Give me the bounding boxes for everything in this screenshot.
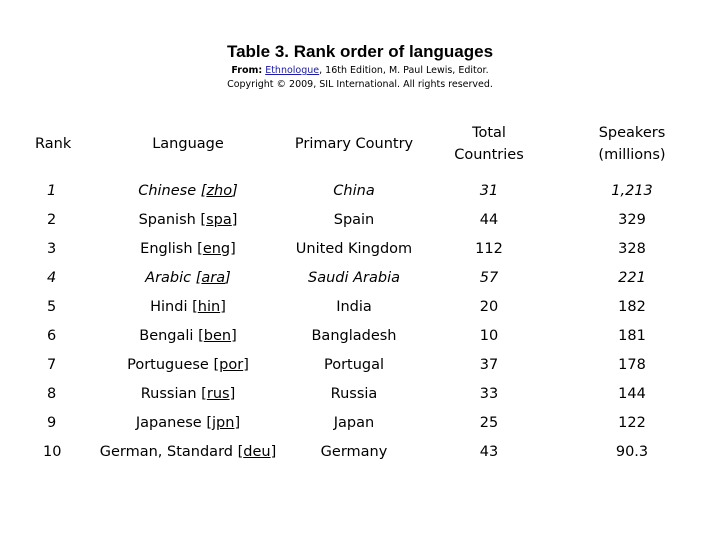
language-cell: Arabic [ara] bbox=[145, 269, 231, 286]
total-countries-cell: 43 bbox=[479, 443, 499, 460]
rank-cell: 3 bbox=[47, 240, 57, 257]
speakers-cell: 1,213 bbox=[611, 182, 653, 199]
language-code-link[interactable]: eng bbox=[202, 240, 231, 257]
language-cell: Bengali [ben] bbox=[139, 327, 237, 344]
language-cell: Spanish [spa] bbox=[138, 211, 238, 228]
total-countries-cell: 57 bbox=[479, 269, 499, 286]
language-code-link[interactable]: hin bbox=[197, 298, 221, 315]
language-code-link[interactable]: deu bbox=[243, 443, 271, 460]
rank-cell: 7 bbox=[47, 356, 57, 373]
rank-cell: 9 bbox=[47, 414, 57, 431]
language-cell: Hindi [hin] bbox=[150, 298, 226, 315]
speakers-cell: 122 bbox=[618, 414, 646, 431]
header-total-line1: Total bbox=[472, 125, 506, 141]
table-title: Table 3. Rank order of languages bbox=[226, 42, 494, 61]
source-lead: From: bbox=[231, 65, 263, 76]
source-detail: , 16th Edition, M. Paul Lewis, Editor. bbox=[319, 65, 489, 76]
language-cell: Russian [rus] bbox=[140, 385, 236, 402]
language-name: English bbox=[140, 240, 193, 257]
total-countries-cell: 10 bbox=[479, 327, 499, 344]
languages-table bbox=[0, 112, 710, 466]
language-code-link[interactable]: rus bbox=[206, 385, 230, 402]
header-speakers-line2: (millions) bbox=[598, 147, 666, 163]
header-rank: Rank bbox=[35, 136, 72, 152]
language-name: German, Standard bbox=[99, 443, 233, 460]
header-speakers bbox=[554, 112, 710, 176]
language-name: Spanish bbox=[138, 211, 196, 228]
table-row bbox=[0, 234, 710, 263]
table-row bbox=[0, 379, 710, 408]
language-name: Hindi bbox=[150, 298, 188, 315]
language-code-link[interactable]: spa bbox=[206, 211, 232, 228]
language-cell: Japanese [jpn] bbox=[135, 414, 241, 431]
language-code-link[interactable]: ara bbox=[201, 269, 226, 286]
table-row bbox=[0, 263, 710, 292]
country-cell: Japan bbox=[333, 414, 375, 431]
speakers-cell: 328 bbox=[618, 240, 646, 257]
table-row bbox=[0, 292, 710, 321]
country-cell: China bbox=[333, 182, 375, 199]
header-primary-country: Primary Country bbox=[294, 136, 414, 152]
country-cell: Spain bbox=[333, 211, 375, 228]
total-countries-cell: 44 bbox=[479, 211, 499, 228]
source-line bbox=[0, 65, 720, 76]
language-name: Portuguese bbox=[127, 356, 209, 373]
speakers-cell: 329 bbox=[618, 211, 646, 228]
speakers-cell: 178 bbox=[618, 356, 646, 373]
header-speakers-line1: Speakers bbox=[598, 125, 666, 141]
language-cell: German, Standard [deu] bbox=[99, 443, 277, 460]
country-cell: United Kingdom bbox=[295, 240, 413, 257]
language-code-link[interactable]: por bbox=[219, 356, 244, 373]
language-code-link[interactable]: zho bbox=[206, 182, 233, 199]
country-cell: Saudi Arabia bbox=[307, 269, 400, 286]
rank-cell: 10 bbox=[43, 443, 62, 460]
speakers-cell: 181 bbox=[618, 327, 646, 344]
rank-cell: 1 bbox=[47, 182, 57, 199]
table-row bbox=[0, 176, 710, 205]
header-total-line2: Countries bbox=[454, 147, 524, 163]
country-cell: Russia bbox=[330, 385, 378, 402]
total-countries-cell: 33 bbox=[479, 385, 499, 402]
rank-cell: 4 bbox=[47, 269, 57, 286]
country-cell: India bbox=[336, 298, 372, 315]
total-countries-cell: 25 bbox=[479, 414, 499, 431]
header-row bbox=[0, 112, 710, 176]
rank-cell: 2 bbox=[47, 211, 57, 228]
ethnologue-link[interactable]: Ethnologue bbox=[265, 65, 320, 76]
language-cell: Chinese [zho] bbox=[138, 182, 238, 199]
rank-cell: 8 bbox=[47, 385, 57, 402]
total-countries-cell: 31 bbox=[479, 182, 499, 199]
country-cell: Bangladesh bbox=[311, 327, 397, 344]
speakers-cell: 221 bbox=[618, 269, 646, 286]
table-row bbox=[0, 205, 710, 234]
total-countries-cell: 20 bbox=[479, 298, 499, 315]
country-cell: Germany bbox=[320, 443, 388, 460]
header-total-countries bbox=[424, 112, 554, 176]
total-countries-cell: 112 bbox=[475, 240, 503, 257]
country-cell: Portugal bbox=[323, 356, 385, 373]
language-name: Russian bbox=[140, 385, 197, 402]
rank-cell: 5 bbox=[47, 298, 57, 315]
table-row bbox=[0, 350, 710, 379]
language-name: Chinese bbox=[138, 182, 197, 199]
total-countries-cell: 37 bbox=[479, 356, 499, 373]
table-row bbox=[0, 408, 710, 437]
language-name: Japanese bbox=[135, 414, 202, 431]
language-cell: English [eng] bbox=[140, 240, 236, 257]
speakers-cell: 182 bbox=[618, 298, 646, 315]
language-code-link[interactable]: ben bbox=[203, 327, 232, 344]
language-name: Arabic bbox=[145, 269, 192, 286]
header-language: Language bbox=[152, 136, 224, 152]
rank-cell: 6 bbox=[47, 327, 57, 344]
table-row bbox=[0, 321, 710, 350]
table-row bbox=[0, 437, 710, 466]
speakers-cell: 90.3 bbox=[615, 443, 649, 460]
language-name: Bengali bbox=[139, 327, 194, 344]
speakers-cell: 144 bbox=[618, 385, 646, 402]
language-cell: Portuguese [por] bbox=[127, 356, 249, 373]
language-code-link[interactable]: jpn bbox=[212, 414, 235, 431]
copyright-line: Copyright © 2009, SIL International. All rights reserved. bbox=[227, 79, 493, 90]
